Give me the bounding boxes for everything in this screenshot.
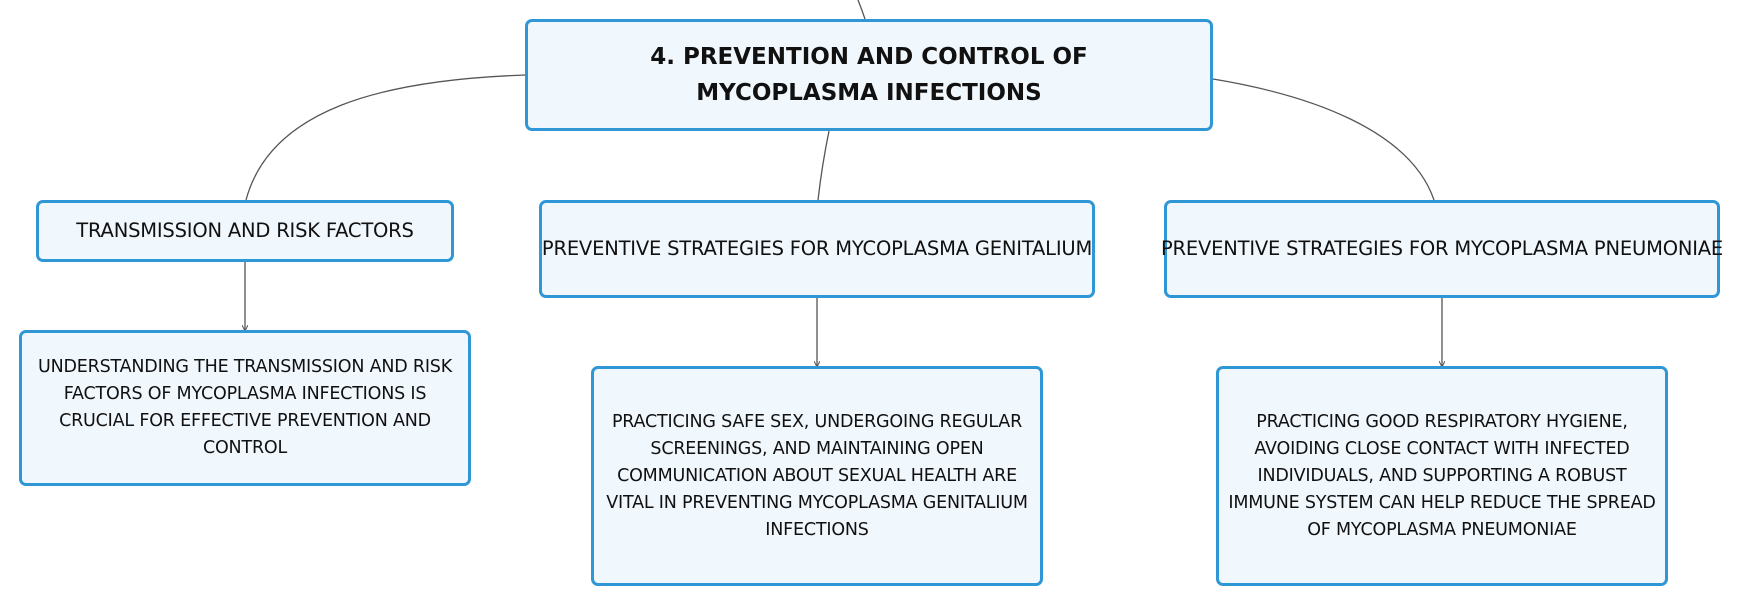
connector-root-to-pneumoniae bbox=[1213, 79, 1434, 200]
connector-root-to-transmission bbox=[246, 75, 525, 200]
root-topic-node[interactable] bbox=[525, 19, 1213, 131]
connector-root-to-genitalium bbox=[818, 131, 829, 200]
detail-node-pneumoniae[interactable] bbox=[1216, 366, 1668, 586]
branch-label-transmission: TRANSMISSION AND RISK FACTORS bbox=[76, 219, 414, 242]
branch-node-transmission[interactable] bbox=[36, 200, 454, 262]
branch-node-pneumoniae[interactable] bbox=[1160, 200, 1724, 298]
branch-label-pneumoniae: PREVENTIVE STRATEGIES FOR MYCOPLASMA PNEUMONIAE bbox=[1160, 237, 1724, 260]
branch-node-genitalium[interactable] bbox=[539, 200, 1095, 298]
detail-node-transmission[interactable] bbox=[19, 330, 471, 486]
connector-parent-to-root bbox=[858, 0, 865, 19]
detail-text-genitalium: PRACTICING SAFE SEX, UNDERGOING REGULAR SCREENINGS, AND MAINTAINING OPEN COMMUNICATION ABOUT SEXUAL HEALTH ARE VITAL IN PREVENTING MYCOPLASMA GENITALIUM INFECTIONS bbox=[606, 411, 1028, 540]
detail-text-pneumoniae: PRACTICING GOOD RESPIRATORY HYGIENE, AVOIDING CLOSE CONTACT WITH INFECTED INDIVIDUALS, AND SUPPORTING A ROBUST IMMUNE SYSTEM CAN HELP REDUCE THE SPREAD OF MYCOPLASMA PNEUMONIAE bbox=[1228, 411, 1656, 540]
root-topic-title: 4. PREVENTION AND CONTROL OF MYCOPLASMA INFECTIONS bbox=[650, 44, 1088, 106]
detail-node-genitalium[interactable] bbox=[591, 366, 1043, 586]
detail-text-transmission: UNDERSTANDING THE TRANSMISSION AND RISK FACTORS OF MYCOPLASMA INFECTIONS IS CRUCIAL FOR EFFECTIVE PREVENTION AND CONTROL bbox=[38, 357, 452, 458]
branch-label-genitalium: PREVENTIVE STRATEGIES FOR MYCOPLASMA GENITALIUM bbox=[541, 237, 1093, 260]
